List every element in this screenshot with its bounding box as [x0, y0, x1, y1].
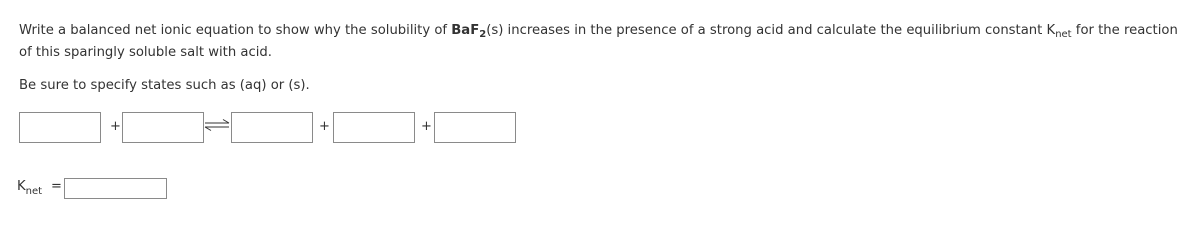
compound-state: (s) [486, 23, 504, 38]
product-1-input[interactable] [231, 112, 313, 143]
question-text [19, 20, 1194, 64]
question-part-1: Write a balanced net ionic equation to show why the solubility of [19, 23, 452, 38]
equilibrium-arrow-icon [204, 119, 230, 131]
plus-sign: + [319, 119, 330, 134]
plus-sign: + [421, 119, 432, 134]
product-2-input[interactable] [333, 112, 415, 143]
question-part-3: for the reaction of this sparingly soluble salt with acid. [19, 23, 1178, 60]
reactant-1-input[interactable] [19, 112, 101, 143]
compound-formula: BaF$_2$ [451, 23, 487, 40]
plus-sign: + [110, 119, 121, 134]
knet-subscript: net [1055, 29, 1072, 40]
knet-label: $K_{net}$ [17, 179, 43, 197]
knet-input[interactable] [64, 178, 167, 199]
states-hint: Be sure to specify states such as (aq) or (s). [19, 78, 310, 93]
equals-sign: = [51, 179, 62, 194]
question-part-2: increases in the presence of a strong acid and calculate the equilibrium constant K [503, 23, 1056, 38]
reactant-2-input[interactable] [122, 112, 204, 143]
product-3-input[interactable] [434, 112, 516, 143]
